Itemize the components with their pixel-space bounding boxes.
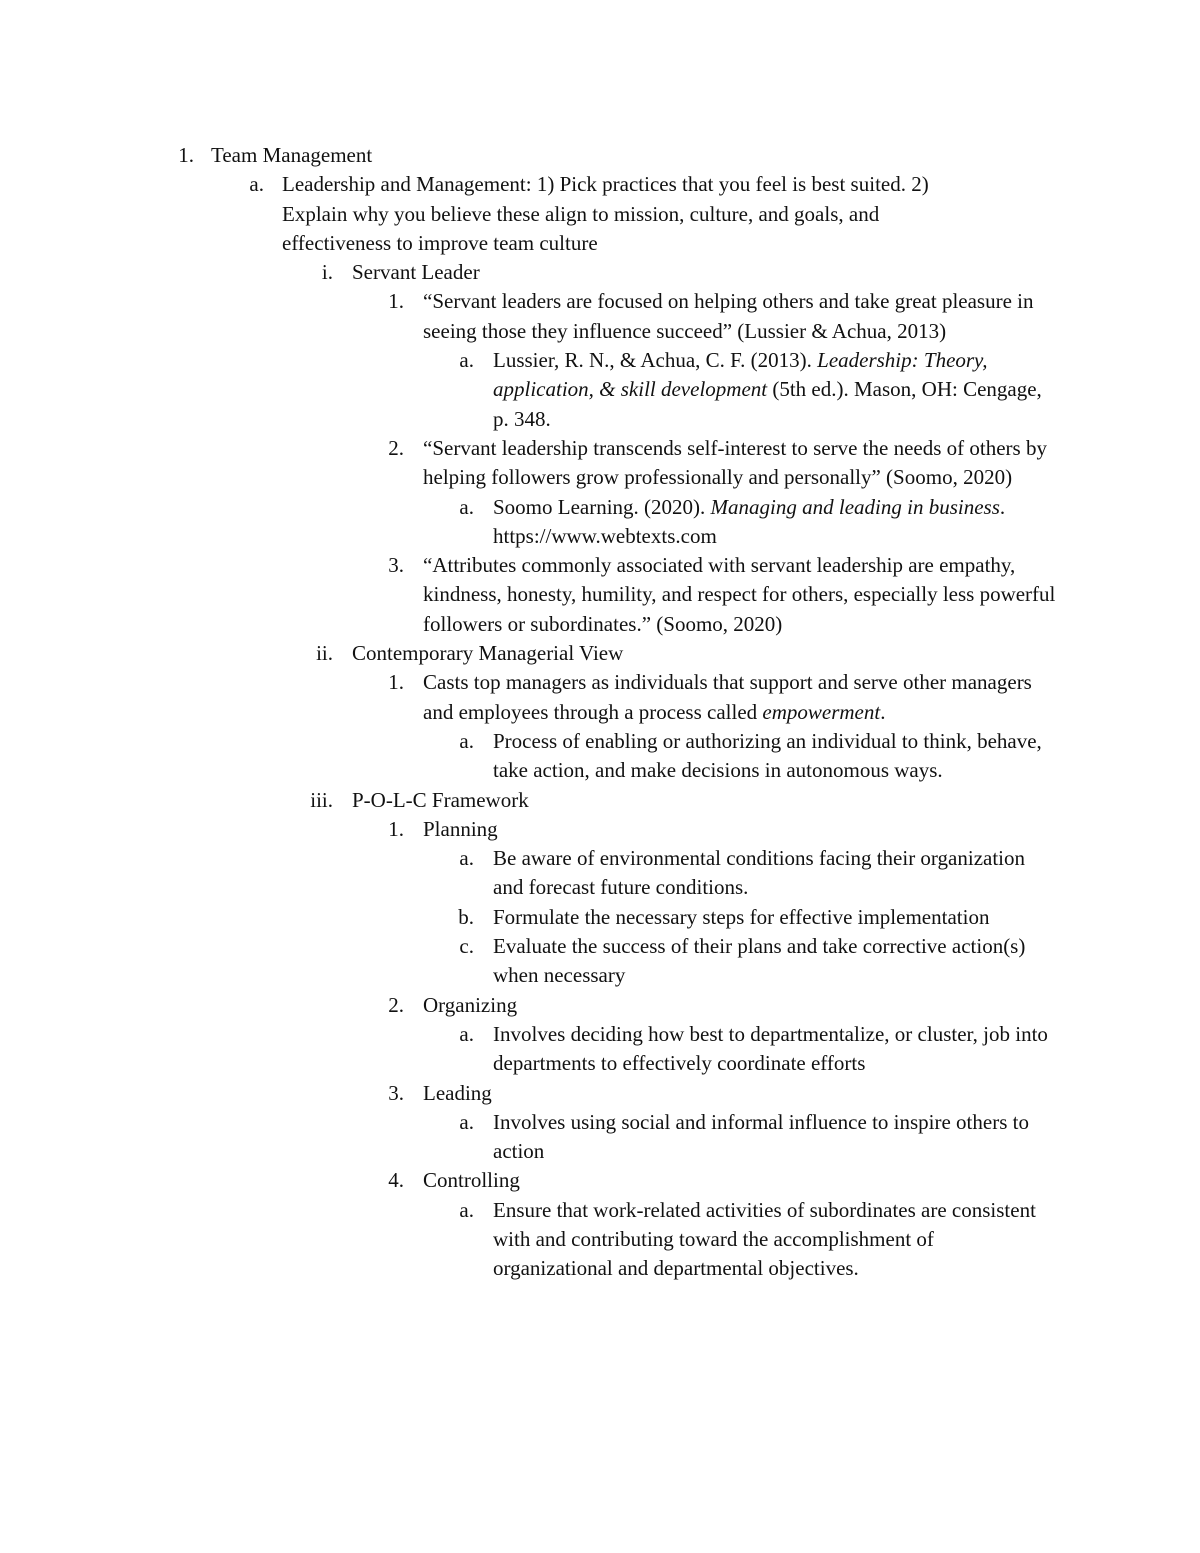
list-marker: a. (459, 728, 474, 753)
list-marker: a. (249, 172, 264, 197)
list-item-text: Controlling (423, 1168, 520, 1193)
list-marker: i. (321, 260, 333, 285)
outline-item-polc-framework (0, 786, 1200, 815)
outline-item-citation-soomo (0, 493, 1200, 552)
outline-item-planning-a (0, 844, 1200, 903)
outline-item-leading (0, 1079, 1200, 1108)
outline-item-controlling (0, 1166, 1200, 1195)
outline-item-leading-a (0, 1108, 1200, 1167)
list-item-text: Planning (423, 816, 498, 841)
list-item-text: Team Management (211, 143, 373, 167)
list-item-text: Servant Leader (352, 260, 480, 285)
list-marker: c. (459, 934, 474, 959)
list-marker: a. (459, 1021, 474, 1046)
citation-title: Managing and leading in business (710, 494, 1000, 519)
outline-item-planning-b (0, 903, 1200, 932)
list-item-text: “Attributes commonly associated with servant leadership are empathy, kindness, honesty, humility, and respect for others, especially less powerful followers or subordinates.” (Soomo, 2020) (423, 553, 1056, 636)
list-marker: 4. (388, 1168, 404, 1193)
list-marker: 1. (388, 289, 404, 314)
document-page (0, 141, 1200, 1284)
outline-item-leadership-management (0, 170, 1200, 258)
list-marker: a. (459, 1109, 474, 1134)
outline-item-planning-c (0, 932, 1200, 991)
list-item-text: Ensure that work-related activities of subordinates are consistent with and contributing toward the accomplishment of organizational and departmental objectives. (493, 1197, 1036, 1281)
list-marker: 3. (388, 553, 404, 578)
outline-item-empowerment-def (0, 727, 1200, 786)
outline-item-servant-leader (0, 258, 1200, 287)
citation-text: Soomo Learning. (2020). Managing and leading in business. https://www.webtexts.com (493, 494, 1006, 548)
list-item-text: Contemporary Managerial View (352, 641, 624, 666)
outline-item-citation-lussier (0, 346, 1200, 434)
list-marker: iii. (310, 787, 333, 812)
list-marker: a. (459, 846, 474, 871)
list-marker: 1. (388, 670, 404, 695)
outline-item-contemporary-view (0, 639, 1200, 668)
list-marker: a. (459, 1197, 474, 1222)
outline-item-organizing (0, 991, 1200, 1020)
list-item-text: Formulate the necessary steps for effective implementation (493, 904, 990, 929)
list-marker: 2. (388, 992, 404, 1017)
list-marker: ii. (316, 641, 333, 666)
list-marker: 2. (388, 435, 404, 460)
list-item-text: “Servant leaders are focused on helping others and take great pleasure in seeing those they influence succeed” (Lussier & Achua, 2013) (423, 289, 1034, 343)
outline-item-planning (0, 815, 1200, 844)
list-marker: a. (459, 494, 474, 519)
list-item-text: Organizing (423, 992, 518, 1017)
outline-item-team-management (0, 141, 1200, 170)
outline-item-servant-quote-2 (0, 434, 1200, 493)
list-marker: 1. (178, 143, 194, 167)
outline-item-empowerment (0, 668, 1200, 727)
list-item-text: P-O-L-C Framework (352, 787, 529, 812)
list-marker: 1. (388, 816, 404, 841)
list-item-text: Evaluate the success of their plans and take corrective action(s) when necessary (493, 934, 1026, 988)
list-item-text: Leadership and Management: 1) Pick practices that you feel is best suited. 2) Explain why you believe these align to mission, culture, and goals, and effectiveness to improve team culture (282, 172, 929, 255)
outline-item-servant-quote-3 (0, 551, 1200, 639)
list-item-text: Process of enabling or authorizing an individual to think, behave, take action, and make decisions in autonomous ways. (493, 728, 1042, 783)
list-item-text: Leading (423, 1080, 492, 1105)
list-marker: 3. (388, 1080, 404, 1105)
list-item-text: Be aware of environmental conditions facing their organization and forecast future conditions. (493, 846, 1026, 900)
outline-item-controlling-a (0, 1196, 1200, 1284)
outline-item-organizing-a (0, 1020, 1200, 1079)
list-item-text: Casts top managers as individuals that support and serve other managers and employees through a process called empowerment. (423, 670, 1032, 724)
list-item-text: Involves deciding how best to departmentalize, or cluster, job into departments to effectively coordinate efforts (493, 1021, 1048, 1076)
citation-title: Leadership: Theory, application, & skill development (493, 348, 988, 402)
list-item-text: “Servant leadership transcends self-interest to serve the needs of others by helping followers grow professionally and personally” (Soomo, 2020) (423, 435, 1047, 490)
outline-item-servant-quote-1 (0, 287, 1200, 346)
list-marker: a. (459, 348, 474, 373)
list-item-text: Involves using social and informal influence to inspire others to action (493, 1109, 1029, 1164)
list-marker: b. (458, 904, 474, 929)
emphasis-term: empowerment (762, 699, 881, 724)
citation-text: Lussier, R. N., & Achua, C. F. (2013). Leadership: Theory, application, & skill development (5th ed.). Mason, OH: Cengage, p. 348. (493, 348, 1042, 431)
